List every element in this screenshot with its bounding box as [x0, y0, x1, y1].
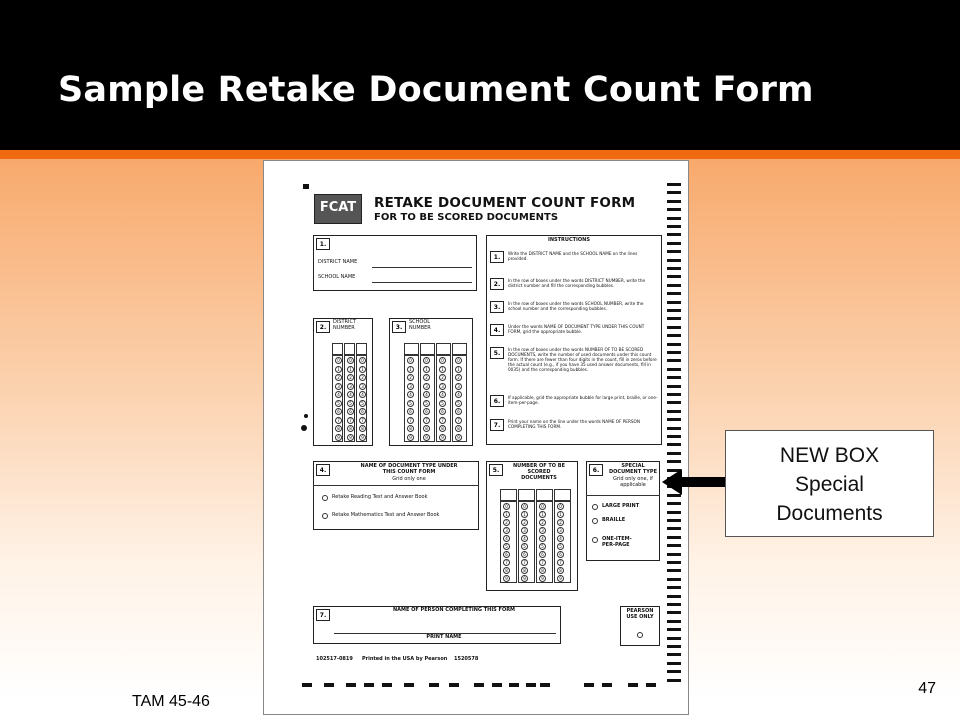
section-6-number: 6.: [589, 464, 603, 476]
digit-write-box: [452, 343, 467, 355]
timing-mark: [667, 359, 681, 362]
digit-bubble: 9: [407, 434, 414, 441]
timing-mark: [667, 301, 681, 304]
digit-bubble: 3: [359, 383, 366, 390]
timing-mark: [667, 217, 681, 220]
timing-mark: [667, 351, 681, 354]
instruction-text: In the row of boxes under the words NUMBER OF TO BE SCORED DOCUMENTS, write the number of used documents under this count form. If there are fewer than four digits in the count, fill in zeros before the actual count (e.g., if you have 35 used answer documents, fill in 0035) and the corresponding bubbles.: [508, 347, 657, 372]
timing-mark: [667, 511, 681, 514]
digit-bubble: 0: [347, 357, 354, 364]
digit-bubble: 5: [407, 400, 414, 407]
digit-bubble: 2: [347, 374, 354, 381]
digit-bubble: 1: [557, 511, 564, 518]
digit-bubble: 6: [359, 408, 366, 415]
reading-option-bubble: [322, 495, 328, 501]
digit-bubble: 2: [557, 519, 564, 526]
digit-bubble: 3: [439, 383, 446, 390]
digit-bubble: 7: [557, 559, 564, 566]
timing-mark: [667, 225, 681, 228]
timing-mark: [324, 683, 334, 687]
section-5-number: 5.: [489, 464, 503, 476]
digit-bubble: 9: [503, 575, 510, 582]
digit-bubble: 9: [539, 575, 546, 582]
instructions-title: INSTRUCTIONS: [548, 237, 590, 243]
digit-bubble: 7: [521, 559, 528, 566]
digit-bubble: 7: [439, 417, 446, 424]
timing-mark: [667, 242, 681, 245]
corner-mark: [303, 184, 309, 189]
digit-bubble: 6: [407, 408, 414, 415]
digit-bubble: 6: [455, 408, 462, 415]
one-item-per-page-label: ONE-ITEM-PER-PAGE: [602, 536, 632, 548]
timing-mark: [667, 292, 681, 295]
digit-bubble: 6: [557, 551, 564, 558]
digit-bubble: 8: [347, 425, 354, 432]
digit-bubble: 5: [335, 400, 342, 407]
digit-bubble: 5: [503, 543, 510, 550]
section-3-number: 3.: [392, 321, 406, 333]
math-option-label: Retake Mathematics Test and Answer Book: [332, 512, 440, 518]
digit-bubble: 4: [359, 391, 366, 398]
section-6-title: SPECIAL DOCUMENT TYPE: [609, 463, 657, 475]
digit-bubble: 6: [521, 551, 528, 558]
instructions-box: [486, 235, 662, 445]
digit-write-box: [436, 343, 451, 355]
slide-title: Sample Retake Document Count Form: [58, 70, 814, 110]
large-print-bubble: [592, 504, 598, 510]
timing-mark: [667, 343, 681, 346]
digit-bubble: 3: [521, 527, 528, 534]
instruction-text: Under the words NAME OF DOCUMENT TYPE UNDER THIS COUNT FORM, grid the appropriate bubble.: [508, 324, 645, 334]
form-code-2: Printed in the USA by Pearson: [362, 656, 448, 662]
digit-bubble: 7: [503, 559, 510, 566]
digit-bubble: 8: [557, 567, 564, 574]
pearson-bubble: [637, 632, 643, 638]
digit-bubble: 3: [347, 383, 354, 390]
section-7-title: NAME OF PERSON COMPLETING THIS FORM: [392, 607, 516, 613]
callout-arrow-head: [662, 469, 682, 495]
digit-bubble: 6: [335, 408, 342, 415]
digit-write-box: [332, 343, 343, 355]
digit-bubble: 3: [335, 383, 342, 390]
instruction-text: Write the DISTRICT NAME and the SCHOOL NAME on the lines provided.: [508, 251, 638, 261]
digit-bubble: 5: [359, 400, 366, 407]
instruction-number: 2.: [490, 278, 504, 290]
timing-mark: [667, 233, 681, 236]
timing-mark: [346, 683, 356, 687]
digit-bubble: 2: [359, 374, 366, 381]
digit-bubble: 8: [503, 567, 510, 574]
timing-mark: [667, 368, 681, 371]
digit-bubble: 6: [423, 408, 430, 415]
timing-mark: [667, 561, 681, 564]
digit-bubble: 0: [359, 357, 366, 364]
digit-bubble: 5: [439, 400, 446, 407]
digit-bubble: 8: [407, 425, 414, 432]
section-5-title: NUMBER OF TO BE SCORED DOCUMENTS: [512, 463, 566, 481]
digit-bubble: 4: [347, 391, 354, 398]
timing-mark: [667, 334, 681, 337]
school-name-label: SCHOOL NAME: [318, 274, 356, 280]
district-number-label: DISTRICT NUMBER: [333, 319, 357, 331]
digit-bubble: 4: [521, 535, 528, 542]
timing-mark: [492, 683, 502, 687]
digit-bubble: 6: [347, 408, 354, 415]
timing-mark: [364, 683, 374, 687]
instruction-text: In the row of boxes under the words DISTRICT NUMBER, write the district number and fill the corresponding bubbles.: [508, 278, 646, 288]
digit-bubble: 2: [335, 374, 342, 381]
timing-mark: [302, 683, 312, 687]
digit-bubble: 6: [439, 408, 446, 415]
page-number: 47: [918, 680, 936, 697]
digit-bubble: 2: [439, 374, 446, 381]
callout-line-1: NEW BOX: [779, 444, 880, 467]
digit-bubble: 5: [539, 543, 546, 550]
timing-mark: [667, 443, 681, 446]
digit-bubble: 7: [423, 417, 430, 424]
braille-label: BRAILLE: [602, 517, 626, 523]
timing-mark: [667, 578, 681, 581]
digit-bubble: 1: [423, 366, 430, 373]
timing-mark: [667, 662, 681, 665]
digit-bubble: 1: [335, 366, 342, 373]
digit-bubble: 4: [455, 391, 462, 398]
timing-mark: [667, 603, 681, 606]
timing-mark: [667, 317, 681, 320]
instruction-text: If applicable, grid the appropriate bubble for large print, braille, or one-item-per-page.: [508, 395, 658, 405]
timing-mark: [667, 679, 681, 682]
timing-mark: [667, 191, 681, 194]
digit-bubble: 7: [347, 417, 354, 424]
digit-bubble: 7: [407, 417, 414, 424]
digit-bubble: 5: [521, 543, 528, 550]
instruction-text: Print your name on the line under the words NAME OF PERSON COMPLETING THIS FORM.: [508, 419, 640, 429]
digit-bubble: 9: [521, 575, 528, 582]
digit-bubble: 9: [439, 434, 446, 441]
digit-bubble: 4: [407, 391, 414, 398]
section-6-sub: Grid only one, if applicable: [613, 476, 653, 488]
large-print-label: LARGE PRINT: [602, 503, 640, 509]
digit-write-box: [554, 489, 571, 501]
digit-write-box: [356, 343, 367, 355]
timing-mark: [667, 670, 681, 673]
digit-bubble: 7: [539, 559, 546, 566]
timing-mark: [667, 502, 681, 505]
timing-mark: [602, 683, 612, 687]
timing-mark: [584, 683, 594, 687]
section-2-number: 2.: [316, 321, 330, 333]
timing-mark: [667, 410, 681, 413]
digit-bubble: 5: [423, 400, 430, 407]
instruction-number: 5.: [490, 347, 504, 359]
timing-mark: [449, 683, 459, 687]
digit-write-box: [404, 343, 419, 355]
digit-bubble: 4: [539, 535, 546, 542]
digit-bubble: 1: [347, 366, 354, 373]
digit-bubble: 7: [359, 417, 366, 424]
timing-mark: [667, 544, 681, 547]
timing-mark: [474, 683, 484, 687]
digit-bubble: 2: [407, 374, 414, 381]
digit-bubble: 3: [539, 527, 546, 534]
timing-mark: [667, 460, 681, 463]
timing-mark: [667, 586, 681, 589]
digit-bubble: 3: [503, 527, 510, 534]
section-7-number: 7.: [316, 609, 330, 621]
timing-mark: [667, 452, 681, 455]
fcat-logo: FCAT: [314, 194, 362, 224]
timing-mark: [667, 645, 681, 648]
braille-bubble: [592, 518, 598, 524]
form-code-1: 102517-0819: [316, 656, 353, 662]
timing-mark: [667, 569, 681, 572]
digit-bubble: 0: [423, 357, 430, 364]
timing-mark: [667, 553, 681, 556]
section-4-number: 4.: [316, 464, 330, 476]
digit-bubble: 0: [503, 503, 510, 510]
instruction-number: 7.: [490, 419, 504, 431]
digit-bubble: 9: [359, 434, 366, 441]
timing-mark: [404, 683, 414, 687]
timing-mark: [667, 267, 681, 270]
timing-mark: [667, 401, 681, 404]
digit-bubble: 1: [439, 366, 446, 373]
callout-line-2: Special: [795, 473, 864, 496]
timing-mark: [667, 208, 681, 211]
callout-line-3: Documents: [776, 502, 883, 525]
title-divider: [0, 150, 960, 159]
digit-write-box: [420, 343, 435, 355]
footer-reference: TAM 45-46: [132, 693, 210, 710]
digit-bubble: 3: [407, 383, 414, 390]
digit-bubble: 8: [455, 425, 462, 432]
reading-option-label: Retake Reading Test and Answer Book: [332, 494, 428, 500]
digit-bubble: 6: [503, 551, 510, 558]
digit-bubble: 1: [503, 511, 510, 518]
digit-bubble: 8: [335, 425, 342, 432]
digit-bubble: 6: [539, 551, 546, 558]
instruction-number: 6.: [490, 395, 504, 407]
digit-bubble: 1: [521, 511, 528, 518]
digit-bubble: 3: [557, 527, 564, 534]
timing-mark: [509, 683, 519, 687]
digit-bubble: 2: [521, 519, 528, 526]
timing-mark: [667, 519, 681, 522]
digit-bubble: 8: [539, 567, 546, 574]
timing-mark: [667, 435, 681, 438]
instruction-number: 3.: [490, 301, 504, 313]
digit-bubble: 9: [557, 575, 564, 582]
digit-bubble: 5: [455, 400, 462, 407]
digit-bubble: 3: [455, 383, 462, 390]
digit-bubble: 8: [359, 425, 366, 432]
timing-mark: [667, 611, 681, 614]
digit-bubble: 4: [557, 535, 564, 542]
digit-bubble: 1: [359, 366, 366, 373]
timing-mark: [667, 200, 681, 203]
section-4-divider: [313, 485, 479, 486]
pearson-use-only-label: PEARSON USE ONLY: [626, 608, 654, 620]
digit-bubble: 7: [335, 417, 342, 424]
digit-bubble: 4: [503, 535, 510, 542]
timing-mark: [429, 683, 439, 687]
timing-mark: [667, 259, 681, 262]
digit-bubble: 9: [347, 434, 354, 441]
timing-mark: [667, 309, 681, 312]
timing-mark: [628, 683, 638, 687]
digit-bubble: 4: [423, 391, 430, 398]
timing-mark: [382, 683, 392, 687]
timing-mark: [526, 683, 536, 687]
digit-write-box: [500, 489, 517, 501]
digit-bubble: 8: [521, 567, 528, 574]
digit-bubble: 8: [439, 425, 446, 432]
digit-bubble: 9: [423, 434, 430, 441]
form-code-3: 1520578: [454, 656, 479, 662]
timing-mark: [667, 620, 681, 623]
timing-mark: [667, 536, 681, 539]
timing-mark: [667, 250, 681, 253]
retake-count-form-image: [263, 160, 689, 715]
timing-mark: [667, 326, 681, 329]
district-name-label: DISTRICT NAME: [318, 259, 358, 265]
section-1-number: 1.: [316, 238, 330, 250]
digit-bubble: 8: [423, 425, 430, 432]
digit-bubble: 1: [455, 366, 462, 373]
digit-bubble: 0: [439, 357, 446, 364]
new-box-callout: [725, 430, 934, 537]
digit-bubble: 0: [335, 357, 342, 364]
digit-bubble: 5: [557, 543, 564, 550]
digit-bubble: 4: [335, 391, 342, 398]
side-mark-1: [304, 414, 308, 418]
digit-bubble: 2: [539, 519, 546, 526]
section-4-sub: Grid only one: [392, 476, 426, 482]
instruction-number: 4.: [490, 324, 504, 336]
form-heading: RETAKE DOCUMENT COUNT FORM: [374, 195, 636, 211]
timing-mark: [667, 183, 681, 186]
digit-bubble: 0: [521, 503, 528, 510]
section-6-divider: [586, 495, 660, 496]
timing-mark: [667, 595, 681, 598]
digit-bubble: 0: [539, 503, 546, 510]
timing-mark: [540, 683, 550, 687]
digit-write-box: [518, 489, 535, 501]
digit-bubble: 1: [407, 366, 414, 373]
timing-mark: [667, 653, 681, 656]
digit-bubble: 0: [557, 503, 564, 510]
digit-bubble: 0: [455, 357, 462, 364]
instruction-number: 1.: [490, 251, 504, 263]
digit-bubble: 3: [423, 383, 430, 390]
digit-bubble: 1: [539, 511, 546, 518]
one-item-per-page-bubble: [592, 537, 598, 543]
timing-mark: [667, 376, 681, 379]
digit-bubble: 9: [335, 434, 342, 441]
district-name-line: [372, 267, 472, 268]
print-name-label: PRINT NAME: [426, 634, 462, 640]
instruction-text: In the row of boxes under the words SCHOOL NUMBER, write the school number and the corresponding bubbles.: [508, 301, 644, 311]
timing-mark: [667, 284, 681, 287]
callout-arrow-shaft: [680, 477, 726, 487]
timing-mark: [667, 275, 681, 278]
school-name-line: [372, 282, 472, 283]
digit-bubble: 5: [347, 400, 354, 407]
digit-write-box: [536, 489, 553, 501]
school-number-label: SCHOOL NUMBER: [409, 319, 431, 331]
timing-mark: [667, 628, 681, 631]
digit-bubble: 9: [455, 434, 462, 441]
digit-bubble: 2: [503, 519, 510, 526]
math-option-bubble: [322, 513, 328, 519]
digit-write-box: [344, 343, 355, 355]
timing-mark: [667, 418, 681, 421]
timing-mark: [667, 385, 681, 388]
timing-mark: [646, 683, 656, 687]
digit-bubble: 2: [423, 374, 430, 381]
side-mark-2: [301, 425, 307, 431]
timing-mark: [667, 527, 681, 530]
digit-bubble: 4: [439, 391, 446, 398]
digit-bubble: 2: [455, 374, 462, 381]
digit-bubble: 0: [407, 357, 414, 364]
timing-mark: [667, 393, 681, 396]
digit-bubble: 7: [455, 417, 462, 424]
form-subheading: FOR TO BE SCORED DOCUMENTS: [374, 212, 559, 223]
timing-mark: [667, 427, 681, 430]
timing-mark: [667, 637, 681, 640]
section-4-title: NAME OF DOCUMENT TYPE UNDER THIS COUNT FORM: [360, 463, 458, 475]
